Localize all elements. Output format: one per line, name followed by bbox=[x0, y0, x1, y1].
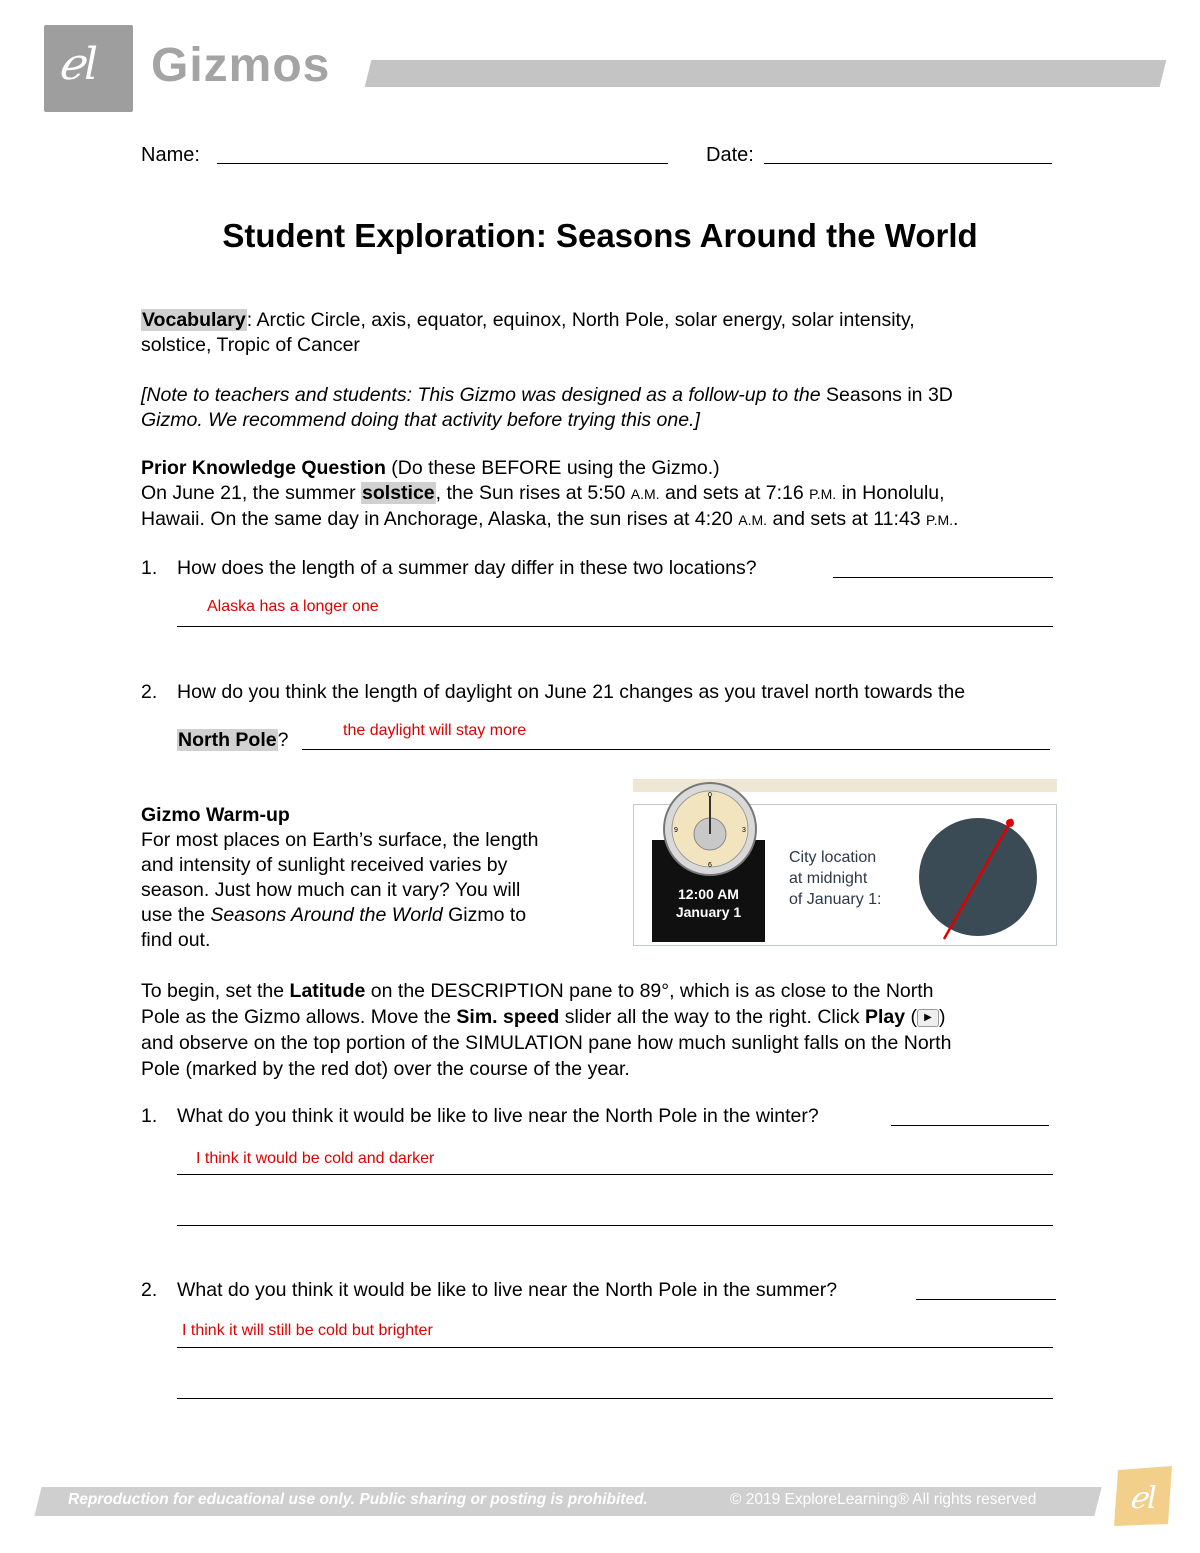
footer-disclaimer: Reproduction for educational use only. Public sharing or posting is prohibited. bbox=[68, 1491, 648, 1508]
prior-line1-b: , the Sun rises at 5:50 bbox=[435, 482, 631, 504]
instr-l2-e: ( bbox=[905, 1006, 918, 1028]
caption-line-2: at midnight bbox=[789, 870, 868, 887]
header-bar bbox=[365, 60, 1167, 87]
warmup-line-3: season. Just how much can it vary? You will bbox=[141, 879, 521, 901]
note-link: Seasons in 3D bbox=[826, 384, 953, 406]
clock-date: January 1 bbox=[675, 904, 742, 920]
warmup-q2-number: 2. bbox=[141, 1279, 158, 1301]
warmup-q2-text: What do you think it would be like to live near the North Pole in the summer? bbox=[177, 1279, 838, 1301]
prior-q2-answer[interactable]: the daylight will stay more bbox=[343, 722, 527, 739]
prior-q2-suffix: ? bbox=[277, 729, 289, 751]
am-label: A.M. bbox=[630, 486, 660, 502]
caption-line-1: City location bbox=[789, 849, 877, 866]
period: . bbox=[953, 508, 959, 530]
instr-l3: and observe on the top portion of the SIMULATION pane how much sunlight falls on the North bbox=[141, 1032, 952, 1054]
am-label-2: A.M. bbox=[738, 512, 768, 528]
latitude-term: Latitude bbox=[289, 980, 366, 1002]
clock-tick-0: 0 bbox=[708, 792, 712, 799]
name-label: Name: bbox=[141, 144, 200, 166]
prior-q1-answer[interactable]: Alaska has a longer one bbox=[207, 598, 379, 615]
vocabulary-label: Vocabulary bbox=[142, 309, 246, 331]
prior-q1-text: How does the length of a summer day differ in these two locations? bbox=[177, 557, 757, 579]
prior-line1-c: and sets at 7:16 bbox=[659, 482, 810, 504]
warmup-section bbox=[141, 803, 611, 953]
date-field[interactable] bbox=[764, 163, 1052, 164]
warmup-q1-number: 1. bbox=[141, 1105, 158, 1127]
clock-tick-3: 3 bbox=[742, 827, 746, 834]
clock-face bbox=[662, 781, 758, 877]
prior-q2-blank[interactable] bbox=[302, 749, 1050, 750]
prior-line2-b: and sets at 11:43 bbox=[767, 508, 927, 530]
warmup-line-4b: Gizmo to bbox=[442, 904, 527, 926]
instr-l2-f: ) bbox=[939, 1006, 946, 1028]
prior-q2-text: How do you think the length of daylight on June 21 changes as you travel north towards the bbox=[177, 681, 966, 703]
warmup-heading: Gizmo Warm-up bbox=[141, 804, 290, 826]
instructions bbox=[141, 978, 1081, 1082]
north-pole-dot bbox=[1006, 819, 1014, 827]
page-title: Student Exploration: Seasons Around the World bbox=[222, 217, 978, 254]
instr-l1-a: To begin, set the bbox=[141, 980, 290, 1002]
prior-q1-blank[interactable] bbox=[833, 577, 1053, 578]
earth-diagram bbox=[914, 813, 1044, 943]
prior-q1-number: 1. bbox=[141, 557, 158, 579]
pm-label-2: P.M. bbox=[926, 512, 954, 528]
footer-logo-glyph: ℯl bbox=[1129, 1481, 1157, 1516]
warmup-q1-answer[interactable]: I think it would be cold and darker bbox=[196, 1150, 435, 1167]
date-label: Date: bbox=[706, 144, 754, 166]
vocabulary bbox=[141, 308, 1061, 358]
warmup-q1-text: What do you think it would be like to live near the North Pole in the winter? bbox=[177, 1105, 819, 1127]
logo-glyph: ℯl bbox=[58, 39, 99, 90]
instr-l2-c: slider all the way to the right. Click bbox=[559, 1006, 865, 1028]
prior-heading-note: (Do these BEFORE using the Gizmo.) bbox=[385, 457, 720, 479]
prior-line2-a: Hawaii. On the same day in Anchorage, Alaska, the sun rises at 4:20 bbox=[141, 508, 739, 530]
vocabulary-text-1: : Arctic Circle, axis, equator, equinox, North Pole, solar energy, solar intensity, bbox=[246, 309, 915, 331]
prior-q2-number: 2. bbox=[141, 681, 158, 703]
note-part-2: Gizmo. We recommend doing that activity before trying this one.] bbox=[141, 409, 700, 431]
warmup-q2-line-1 bbox=[177, 1347, 1053, 1348]
warmup-line-4a: use the bbox=[141, 904, 211, 926]
vocabulary-text-2: solstice, Tropic of Cancer bbox=[141, 334, 360, 356]
instr-l1-c: on the DESCRIPTION pane to 89°, which is as close to the North bbox=[365, 980, 934, 1002]
warmup-q2-blank[interactable] bbox=[916, 1299, 1056, 1300]
instr-l4: Pole (marked by the red dot) over the course of the year. bbox=[141, 1058, 630, 1080]
name-field[interactable] bbox=[217, 163, 668, 164]
prior-heading: Prior Knowledge Question bbox=[141, 457, 386, 479]
warmup-q1-line-1 bbox=[177, 1174, 1053, 1175]
instr-l2-a: Pole as the Gizmo allows. Move the bbox=[141, 1006, 457, 1028]
teacher-note bbox=[141, 383, 1071, 433]
figure-caption bbox=[789, 847, 882, 910]
solstice-term: solstice bbox=[362, 482, 435, 504]
prior-line1-a: On June 21, the summer bbox=[141, 482, 362, 504]
pm-label: P.M. bbox=[809, 486, 837, 502]
warmup-q2-line-2 bbox=[177, 1398, 1053, 1399]
warmup-line-1: For most places on Earth’s surface, the length bbox=[141, 829, 539, 851]
play-icon: ▶ bbox=[917, 1009, 939, 1027]
north-pole-term: North Pole bbox=[178, 729, 277, 751]
clock-tick-9: 9 bbox=[674, 827, 678, 834]
simulation-figure bbox=[633, 779, 1057, 945]
clock-tick-6: 6 bbox=[708, 862, 712, 869]
prior-q2-term-line bbox=[177, 728, 288, 753]
prior-line1-d: in Honolulu, bbox=[836, 482, 945, 504]
prior-knowledge bbox=[141, 456, 1081, 533]
warmup-q1-blank[interactable] bbox=[891, 1125, 1049, 1126]
prior-q1-answer-line bbox=[177, 626, 1053, 627]
explorelearning-logo-icon bbox=[1108, 1460, 1178, 1530]
sim-speed-term: Sim. speed bbox=[456, 1006, 560, 1028]
warmup-q2-answer[interactable]: I think it will still be cold but brighter bbox=[182, 1322, 433, 1339]
footer-copyright: © 2019 ExploreLearning® All rights reserved bbox=[730, 1491, 1037, 1508]
figure-panel bbox=[633, 792, 1057, 946]
warmup-line-5: find out. bbox=[141, 929, 211, 951]
warmup-q1-line-2 bbox=[177, 1225, 1053, 1226]
brand-name: Gizmos bbox=[151, 39, 331, 92]
note-part-1: [Note to teachers and students: This Gizmo was designed as a follow-up to the bbox=[141, 384, 827, 406]
clock-time: 12:00 AM bbox=[678, 886, 739, 902]
gizmo-name: Seasons Around the World bbox=[210, 904, 443, 926]
gizmos-logo-mark bbox=[44, 25, 133, 112]
play-term: Play bbox=[864, 1006, 906, 1028]
caption-line-3: of January 1: bbox=[789, 891, 882, 908]
warmup-line-2: and intensity of sunlight received varies by bbox=[141, 854, 508, 876]
